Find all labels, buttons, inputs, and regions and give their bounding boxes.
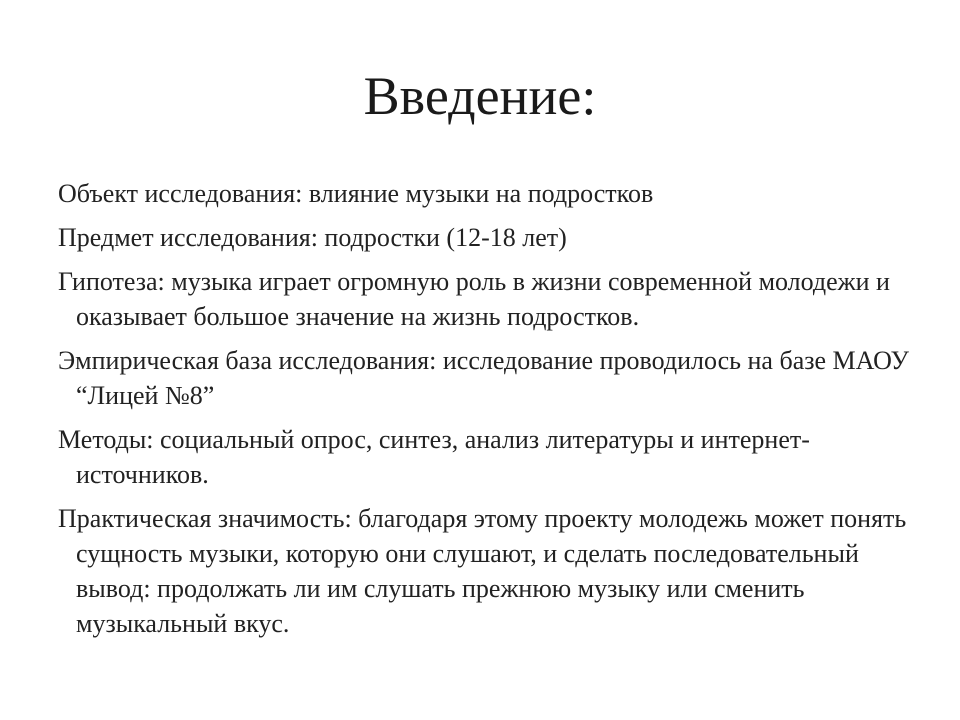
item-hypothesis: Гипотеза: музыка играет огромную роль в жизни современной молодежи и оказывает большое значение на жизнь подростков. [58,267,890,331]
item-object: Объект исследования: влияние музыки на подростков [58,179,654,208]
item-practical-significance: Практическая значимость: благодаря этому проекту молодежь может понять сущность музыки, которую они слушают, и сделать последовательный вывод: продолжать ли им слушать прежнюю музыку или сменить музыкальный вкус. [58,504,907,638]
item-empirical-base: Эмпирическая база исследования: исследование проводилось на базе МАОУ “Лицей №8” [58,346,909,410]
slide-title: Введение: [363,66,597,126]
item-methods: Методы: социальный опрос, синтез, анализ литературы и интернет-источников. [58,425,810,489]
slide-content [58,176,918,650]
item-subject: Предмет исследования: подростки (12-18 лет) [58,223,567,252]
